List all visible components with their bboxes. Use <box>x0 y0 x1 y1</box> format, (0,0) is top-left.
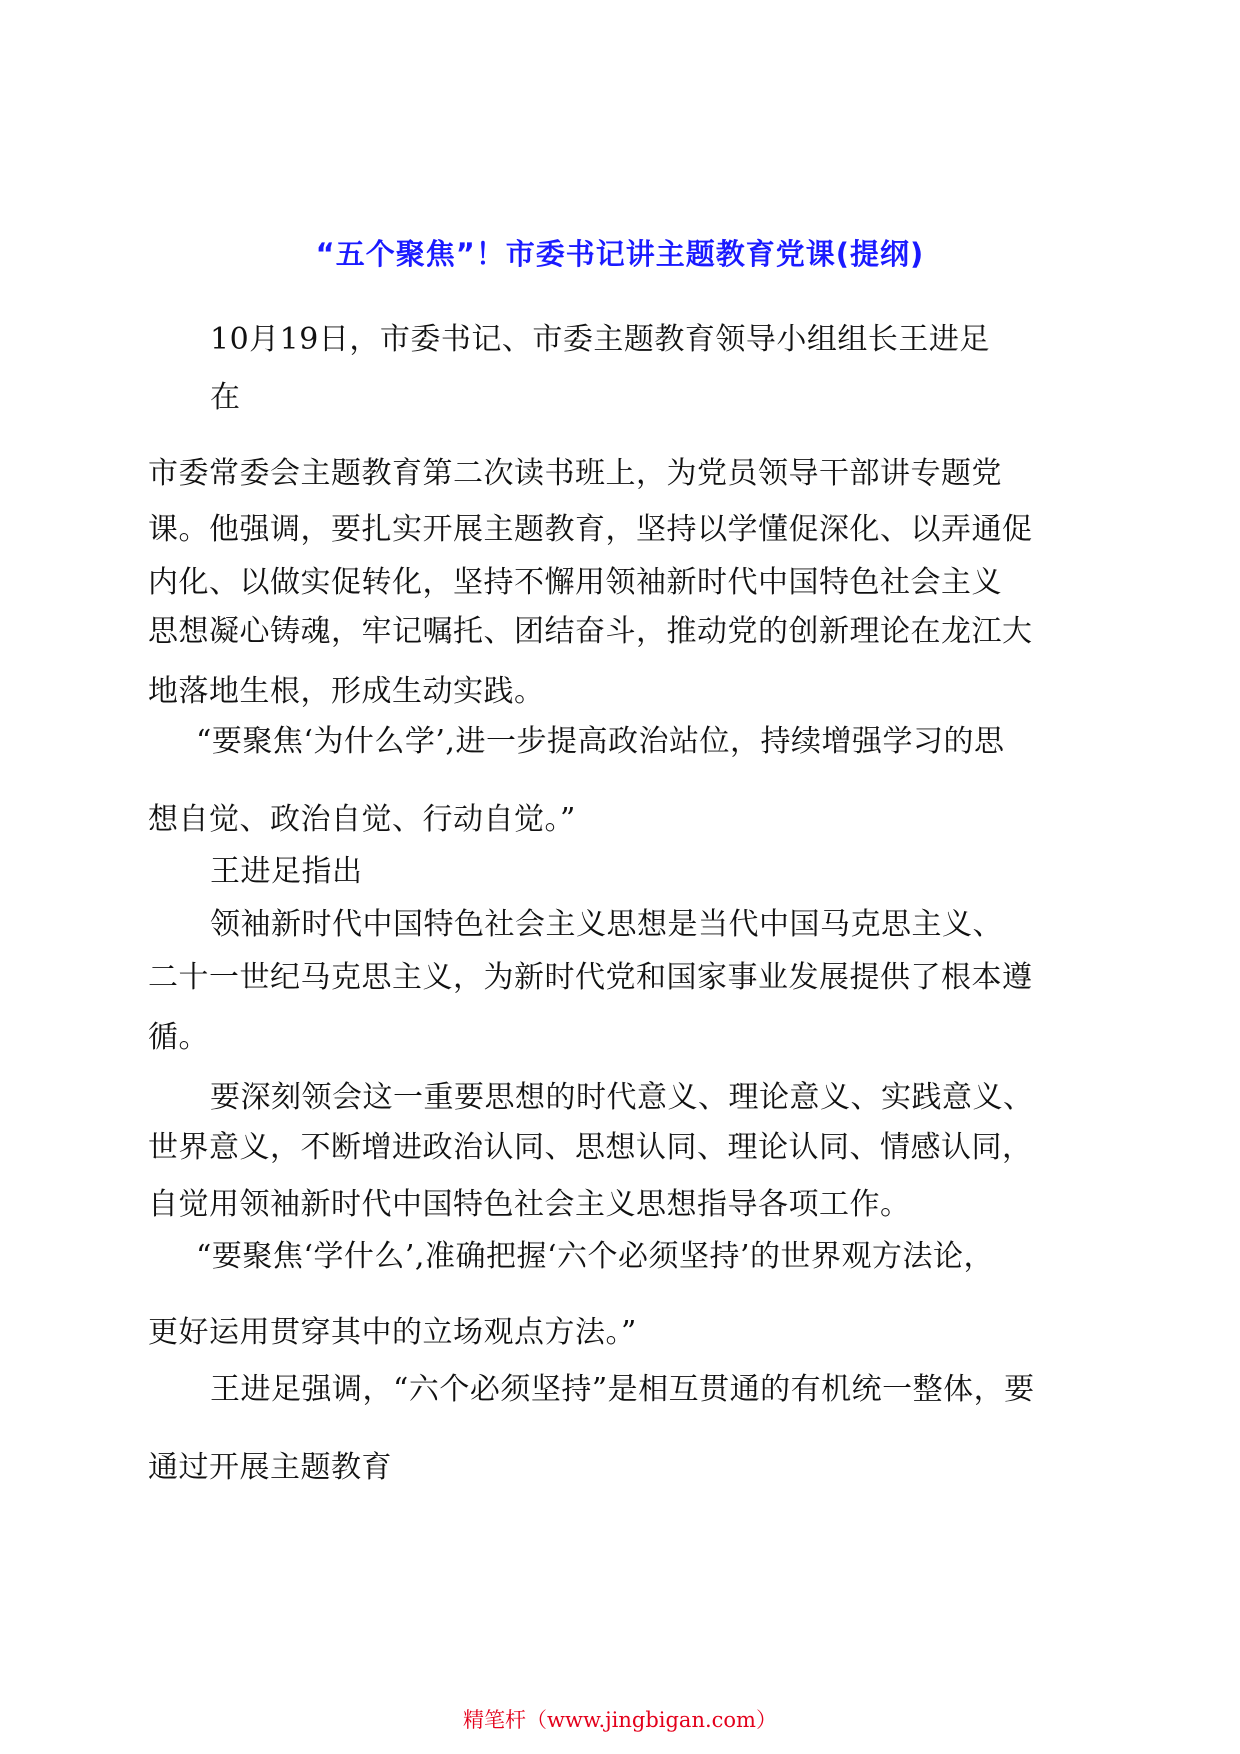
text-line: “要聚焦‘为什么学’,进一步提高政治站位，持续增强学习的思 <box>196 724 1005 759</box>
document-title: “五个聚焦”！市委书记讲主题教育党课(提纲) <box>315 237 925 271</box>
text-line: 市委常委会主题教育第二次读书班上，为党员领导干部讲专题党 <box>148 456 1002 491</box>
text-line: 10月19日，市委书记、市委主题教育领导小组组长王进足 <box>210 322 990 357</box>
text-line: “要聚焦‘学什么’,准确把握‘六个必须坚持’的世界观方法论， <box>196 1239 995 1274</box>
text-line: 二十一世纪马克思主义，为新时代党和国家事业发展提供了根本遵 <box>148 960 1033 995</box>
text-line: 通过开展主题教育 <box>148 1450 392 1485</box>
footer-watermark: 精笔杆（www.jingbigan.com） <box>463 1708 777 1732</box>
text-line: 思想凝心铸魂，牢记嘱托、团结奋斗，推动党的创新理论在龙江大 <box>148 614 1033 649</box>
text-line: 地落地生根，形成生动实践。 <box>148 674 545 709</box>
text-line: 世界意义，不断增进政治认同、思想认同、理论认同、情感认同， <box>148 1130 1033 1165</box>
text-line: 在 <box>210 380 241 415</box>
text-line: 内化、以做实促转化，坚持不懈用领袖新时代中国特色社会主义 <box>148 565 1002 600</box>
text-line: 领袖新时代中国特色社会主义思想是当代中国马克思主义、 <box>210 907 1003 942</box>
text-line: 王进足强调，“六个必须坚持”是相互贯通的有机统一整体，要 <box>210 1372 1035 1407</box>
text-line: 要深刻领会这一重要思想的时代意义、理论意义、实践意义、 <box>210 1080 1034 1115</box>
text-line: 循。 <box>148 1020 209 1055</box>
text-line: 课。他强调，要扎实开展主题教育，坚持以学懂促深化、以弄通促 <box>148 512 1033 547</box>
text-line: 想自觉、政治自觉、行动自觉。” <box>148 802 576 837</box>
text-line: 王进足指出 <box>210 854 363 889</box>
text-line: 更好运用贯穿其中的立场观点方法。” <box>148 1315 637 1350</box>
text-line: 自觉用领袖新时代中国特色社会主义思想指导各项工作。 <box>148 1187 911 1222</box>
